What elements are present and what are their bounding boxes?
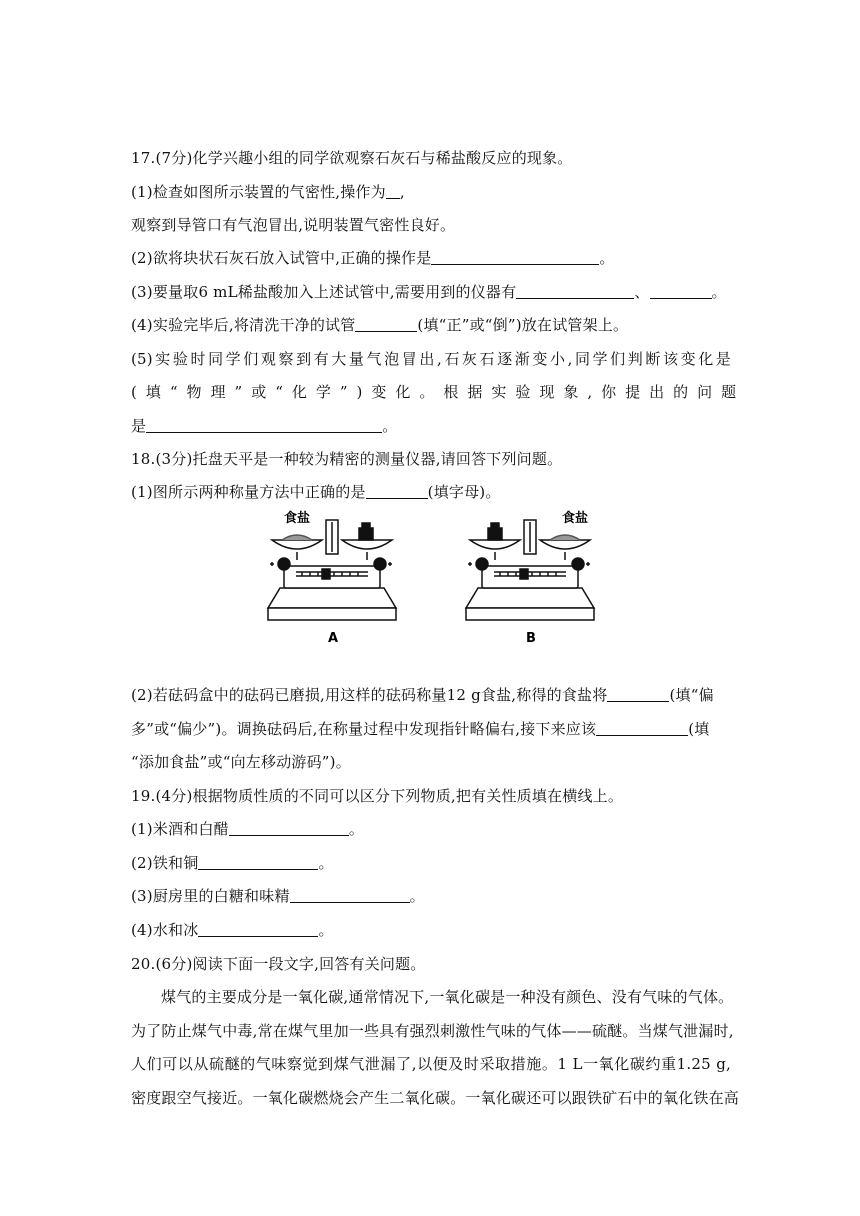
- balance-figure: [262, 510, 602, 645]
- salt-label-b: 食盐: [562, 511, 589, 526]
- q20-passage-line3: 人们可以从硫醚的气味察觉到煤气泄漏了,以便及时采取措施。1 L一氧化碳约重1.25 g,: [131, 1055, 731, 1073]
- answer-blank[interactable]: [607, 687, 669, 702]
- balance-diagram: [262, 510, 602, 645]
- q18-part1: (1)图所示两种称量方法中正确的是 (填字母)。: [131, 483, 501, 501]
- answer-blank[interactable]: [596, 721, 688, 736]
- q17-stem: 17.(7分)化学兴趣小组的同学欲观察石灰石与稀盐酸反应的现象。: [131, 149, 573, 167]
- q19-item3: (3)厨房里的白糖和味精 。: [131, 887, 425, 905]
- answer-blank[interactable]: [516, 284, 634, 299]
- q19-stem: 19.(4分)根据物质性质的不同可以区分下列物质,把有关性质填在横线上。: [131, 787, 624, 805]
- q17-part5-cont: (填“物理”或“化学”)变化。根据实验现象,你提出的问题: [131, 383, 746, 401]
- answer-blank[interactable]: [366, 484, 428, 499]
- q18-part2: (2)若砝码盒中的砝码已磨损,用这样的砝码称量12 g食盐,称得的食盐将 (填“偏: [131, 686, 714, 704]
- q20-passage-line1: 煤气的主要成分是一氧化碳,通常情况下,一氧化碳是一种没有颜色、没有气味的气体。: [161, 988, 734, 1006]
- answer-blank[interactable]: [290, 888, 410, 903]
- q17-part2: (2)欲将块状石灰石放入试管中,正确的操作是 。: [131, 249, 615, 267]
- salt-label-a: 食盐: [284, 511, 311, 526]
- q17-part5-end: 是 。: [131, 417, 398, 435]
- q17-part4: (4)实验完毕后,将清洗干净的试管 (填“正”或“倒”)放在试管架上。: [131, 316, 629, 334]
- answer-blank[interactable]: [386, 184, 400, 199]
- q19-item2: (2)铁和铜 。: [131, 854, 334, 872]
- q17-part1-cont: 观察到导管口有气泡冒出,说明装置气密性良好。: [131, 216, 456, 234]
- answer-blank[interactable]: [198, 855, 318, 870]
- answer-blank[interactable]: [229, 821, 349, 836]
- q20-stem: 20.(6分)阅读下面一段文字,回答有关问题。: [131, 955, 426, 973]
- figure-label-b: B: [526, 631, 536, 645]
- q20-passage-line2: 为了防止煤气中毒,常在煤气里加一些具有强烈刺激性气味的气体——硫醚。当煤气泄漏时,: [131, 1022, 734, 1040]
- q18-part2-cont: 多”或“偏少”)。调换砝码后,在称量过程中发现指针略偏右,接下来应该 (填: [131, 720, 710, 738]
- balance-a: [268, 520, 396, 620]
- answer-blank[interactable]: [431, 250, 599, 265]
- q18-stem: 18.(3分)托盘天平是一种较为精密的测量仪器,请回答下列问题。: [131, 450, 563, 468]
- answer-blank[interactable]: [198, 922, 318, 937]
- q18-part2-end: “添加食盐”或“向左移动游码”)。: [131, 753, 351, 771]
- q19-item4: (4)水和冰 。: [131, 921, 334, 939]
- answer-blank[interactable]: [650, 284, 712, 299]
- figure-label-a: A: [328, 631, 339, 645]
- q19-item1: (1)米酒和白醋 。: [131, 820, 365, 838]
- answer-blank[interactable]: [355, 317, 417, 332]
- balance-b: [466, 520, 594, 620]
- q17-part3: (3)要量取6 mL稀盐酸加入上述试管中,需要用到的仪器有 、 。: [131, 283, 727, 301]
- q17-part1: (1)检查如图所示装置的气密性,操作为 ,: [131, 183, 405, 201]
- q17-part5: (5)实验时同学们观察到有大量气泡冒出,石灰石逐渐变小,同学们判断该变化是: [131, 350, 731, 368]
- answer-blank[interactable]: [146, 418, 382, 433]
- q20-passage-line4: 密度跟空气接近。一氧化碳燃烧会产生二氧化碳。一氧化碳还可以跟铁矿石中的氧化铁在高: [131, 1089, 740, 1107]
